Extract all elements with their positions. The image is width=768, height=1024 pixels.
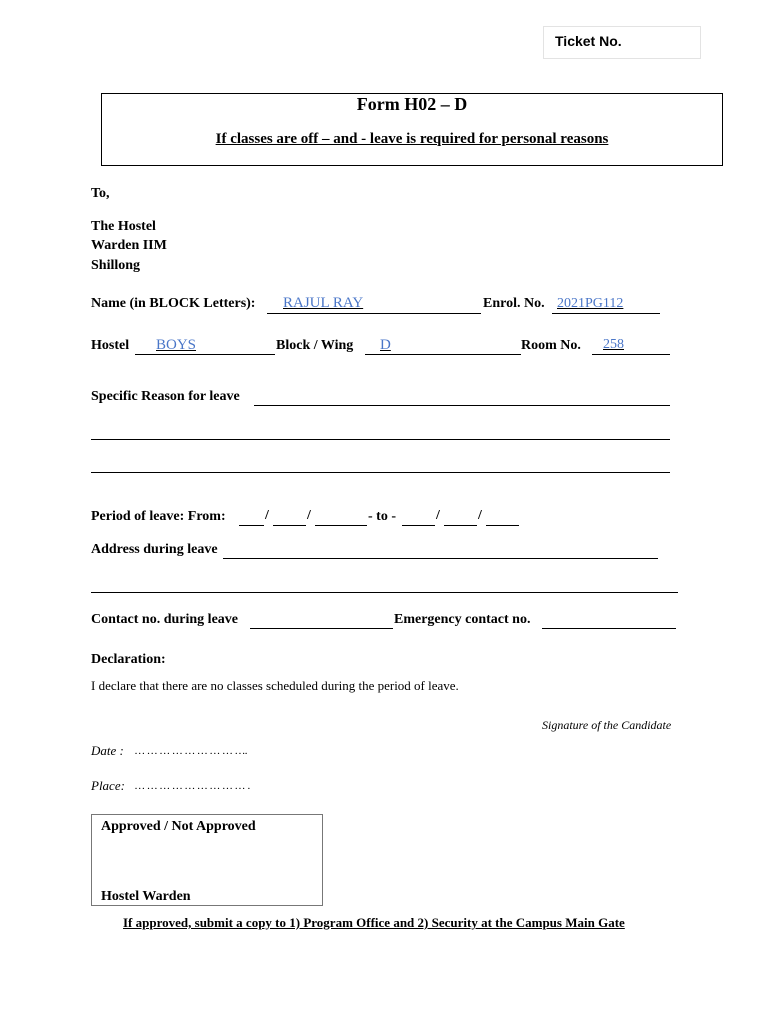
block-wing-value[interactable]: D <box>380 337 391 353</box>
from-day-field[interactable] <box>239 525 264 526</box>
to-year-field[interactable] <box>486 525 519 526</box>
hostel-label: Hostel <box>91 338 130 353</box>
name-underline <box>267 313 481 314</box>
ticket-number-label: Ticket No. <box>555 33 622 49</box>
date-separator: / <box>307 508 311 523</box>
approval-box <box>91 814 323 906</box>
date-label: Date : <box>91 743 124 758</box>
recipient-line-3: Shillong <box>91 258 141 273</box>
room-value[interactable]: 258 <box>603 337 624 352</box>
signature-label: Signature of the Candidate <box>542 718 672 732</box>
from-month-field[interactable] <box>273 525 306 526</box>
to-month-field[interactable] <box>444 525 477 526</box>
leave-address-label: Address during leave <box>91 542 218 557</box>
form-subtitle: If classes are off – and - leave is required for personal reasons <box>215 131 609 147</box>
warden-signatory: Hostel Warden <box>101 889 191 904</box>
hostel-value[interactable]: BOYS <box>156 337 197 353</box>
reason-line-2[interactable] <box>91 439 670 440</box>
enrol-value[interactable]: 2021PG112 <box>557 296 624 311</box>
reason-label: Specific Reason for leave <box>91 389 240 404</box>
date-field[interactable]: … … … … … … … … …. <box>135 745 248 757</box>
contact-field[interactable] <box>250 628 393 629</box>
enrol-label: Enrol. No. <box>483 296 545 311</box>
place-label: Place: <box>91 778 125 793</box>
emergency-contact-field[interactable] <box>542 628 676 629</box>
contact-label: Contact no. during leave <box>91 612 238 627</box>
salutation: To, <box>91 186 110 201</box>
leave-address-line-1[interactable] <box>223 558 658 559</box>
place-field[interactable]: … … … … … … … … … . <box>135 780 251 792</box>
hostel-underline <box>135 354 275 355</box>
room-underline <box>592 354 670 355</box>
date-separator: / <box>478 508 482 523</box>
approval-status: Approved / Not Approved <box>101 819 256 834</box>
recipient-line-2: Warden IIM <box>91 238 167 253</box>
date-separator: / <box>436 508 440 523</box>
from-year-field[interactable] <box>315 525 367 526</box>
date-separator: / <box>265 508 269 523</box>
reason-line-1[interactable] <box>254 405 670 406</box>
ticket-number-box <box>543 26 701 59</box>
period-label: Period of leave: From: <box>91 509 226 524</box>
form-header-box <box>101 93 723 166</box>
to-day-field[interactable] <box>402 525 435 526</box>
reason-line-3[interactable] <box>91 472 670 473</box>
block-wing-underline <box>365 354 521 355</box>
room-label: Room No. <box>521 338 581 353</box>
block-wing-label: Block / Wing <box>276 338 354 353</box>
form-title: Form H02 – D <box>356 94 468 114</box>
declaration-heading: Declaration: <box>91 652 166 667</box>
recipient-line-1: The Hostel <box>91 219 156 234</box>
name-label: Name (in BLOCK Letters): <box>91 296 256 311</box>
name-value[interactable]: RAJUL RAY <box>283 295 364 311</box>
emergency-contact-label: Emergency contact no. <box>394 612 531 627</box>
enrol-underline <box>552 313 660 314</box>
leave-address-line-2[interactable] <box>91 592 678 593</box>
period-to-label: - to - <box>368 509 396 524</box>
declaration-text: I declare that there are no classes scheduled during the period of leave. <box>91 678 459 693</box>
footer-note: If approved, submit a copy to 1) Program Office and 2) Security at the Campus Main Gate <box>123 915 625 930</box>
